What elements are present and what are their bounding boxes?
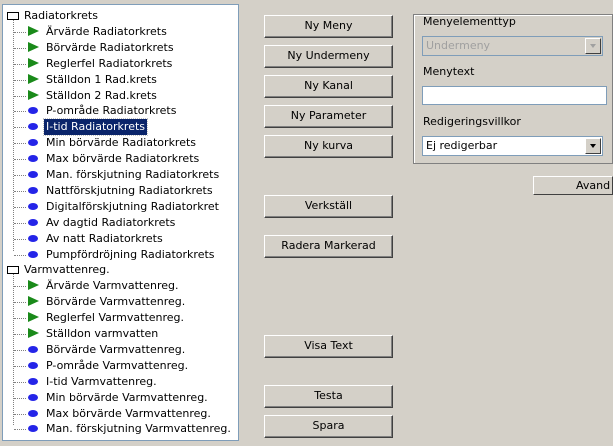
delete-selected-button[interactable]: Radera Markerad <box>264 235 393 258</box>
tree-connector-line <box>14 398 26 399</box>
tree-item-label: Ställdon varmvatten <box>46 327 159 340</box>
tree-connector-line <box>14 175 26 176</box>
menu-element-type-label: Menyelementtyp <box>423 15 516 28</box>
tree-connector-line <box>14 414 26 415</box>
parameter-dot-icon <box>28 107 38 114</box>
play-triangle-icon <box>28 90 39 100</box>
tree-connector-line <box>14 382 26 383</box>
tree-connector-line <box>14 111 26 112</box>
parameter-dot-icon <box>28 171 38 178</box>
tree-item-label: Av dagtid Radiatorkrets <box>46 215 176 229</box>
tree-item-label: Nattförskjutning Radiatorkrets <box>46 183 213 197</box>
tree-item[interactable] <box>3 183 238 199</box>
tree-connector-line <box>14 48 26 49</box>
new-curve-button[interactable]: Ny kurva <box>264 135 393 158</box>
parameter-dot-icon <box>28 410 38 417</box>
tree-item-label: Min börvärde Varmvattenreg. <box>46 390 208 404</box>
new-channel-button[interactable]: Ny Kanal <box>264 75 393 98</box>
parameter-dot-icon <box>28 251 38 258</box>
tree-item[interactable] <box>3 231 238 247</box>
tree-item-label: Max börvärde Radiatorkrets <box>46 152 200 166</box>
tree-item-label: Min börvärde Radiatorkrets <box>46 136 197 150</box>
test-button[interactable]: Testa <box>264 385 393 408</box>
tree-item[interactable] <box>3 103 238 119</box>
tree-item[interactable] <box>3 199 238 215</box>
tree-item[interactable] <box>3 56 238 72</box>
new-submenu-button[interactable]: Ny Undermeny <box>264 45 393 68</box>
tree-item-label: Ärvärde Varmvattenreg. <box>46 279 179 293</box>
folder-icon <box>7 12 19 20</box>
tree-item[interactable] <box>3 342 238 358</box>
tree-item-label: Börvärde Varmvattenreg. <box>46 295 186 309</box>
tree-item[interactable] <box>3 310 238 326</box>
tree-connector-line <box>14 366 26 367</box>
apply-user-button[interactable]: Avand <box>533 176 613 195</box>
tree-item[interactable] <box>3 421 238 437</box>
tree-item[interactable] <box>3 167 238 183</box>
tree-item-label: Man. förskjutning Radiatorkrets <box>46 168 220 181</box>
tree-item[interactable] <box>3 294 238 310</box>
tree-item-label: Man. förskjutning Varmvattenreg. <box>46 422 231 436</box>
play-triangle-icon <box>28 26 39 36</box>
save-button[interactable]: Spara <box>264 415 393 438</box>
tree-item-label: Av natt Radiatorkrets <box>46 231 163 245</box>
parameter-dot-icon <box>28 219 38 226</box>
tree-item[interactable] <box>3 40 238 56</box>
menu-tree[interactable] <box>2 4 239 441</box>
parameter-dot-icon <box>28 362 38 369</box>
tree-item[interactable] <box>3 88 238 104</box>
parameter-dot-icon <box>28 123 38 130</box>
tree-connector-line <box>14 80 26 81</box>
tree-item-label: P-område Varmvattenreg. <box>46 358 189 372</box>
parameter-dot-icon <box>28 203 38 210</box>
tree-item[interactable] <box>3 72 238 88</box>
parameter-dot-icon <box>28 139 38 146</box>
tree-item[interactable] <box>3 358 238 374</box>
tree-item-label: Ställdon 2 Rad.krets <box>46 88 157 102</box>
tree-item[interactable] <box>3 406 238 422</box>
edit-condition-value: Ej redigerbar <box>426 139 498 152</box>
chevron-down-icon[interactable] <box>585 38 601 54</box>
parameter-dot-icon <box>28 235 38 242</box>
tree-connector-line <box>14 159 26 160</box>
parameter-dot-icon <box>28 394 38 401</box>
parameter-dot-icon <box>28 378 38 385</box>
tree-item[interactable] <box>3 247 238 263</box>
play-triangle-icon <box>28 296 39 306</box>
tree-connector-line <box>14 191 26 192</box>
apply-button[interactable]: Verkställ <box>264 195 393 218</box>
tree-connector-line <box>14 318 26 319</box>
tree-group[interactable] <box>3 8 238 24</box>
tree-item-label: Digitalförskjutning Radiatorkret <box>46 199 219 213</box>
new-parameter-button[interactable]: Ny Parameter <box>264 105 393 128</box>
tree-connector-line <box>14 223 26 224</box>
tree-connector-line <box>14 286 26 287</box>
tree-item-label: P-område Radiatorkrets <box>46 104 177 118</box>
tree-connector-line <box>14 207 26 208</box>
menu-text-label: Menytext <box>423 65 475 78</box>
tree-item-label: Reglerfel Varmvattenreg. <box>46 311 185 325</box>
play-triangle-icon <box>28 42 39 52</box>
play-triangle-icon <box>28 74 39 84</box>
tree-item[interactable] <box>3 390 238 406</box>
edit-condition-select[interactable] <box>422 136 603 156</box>
tree-connector-line <box>14 143 26 144</box>
parameter-dot-icon <box>28 346 38 353</box>
parameter-dot-icon <box>28 187 38 194</box>
tree-item-label: Börvärde Radiatorkrets <box>46 40 174 54</box>
tree-item[interactable] <box>3 278 238 294</box>
new-menu-button[interactable]: Ny Meny <box>264 15 393 38</box>
edit-condition-label: Redigeringsvillkor <box>423 115 521 128</box>
tree-item-label: Max börvärde Varmvattenreg. <box>46 406 211 420</box>
tree-item[interactable] <box>3 215 238 231</box>
tree-connector-line <box>14 96 26 97</box>
tree-group-label: Varmvattenreg. <box>24 263 110 277</box>
tree-item[interactable] <box>3 151 238 167</box>
tree-item[interactable] <box>3 135 238 151</box>
chevron-down-icon[interactable] <box>585 138 601 154</box>
tree-item-label: Ärvärde Radiatorkrets <box>46 24 167 38</box>
tree-item[interactable] <box>3 119 238 135</box>
tree-connector-line <box>14 350 26 351</box>
tree-connector-line <box>14 127 26 128</box>
tree-item-label: Ställdon 1 Rad.krets <box>46 72 157 86</box>
show-text-button[interactable]: Visa Text <box>264 335 393 358</box>
tree-connector-line <box>14 255 26 256</box>
tree-item[interactable] <box>3 24 238 40</box>
tree-item-label: Börvärde Varmvattenreg. <box>46 342 186 356</box>
tree-connector-line <box>14 429 26 430</box>
tree-item-label: Pumpfördröjning Radiatorkrets <box>46 247 215 261</box>
tree-group[interactable] <box>3 262 238 278</box>
tree-connector-line <box>14 302 26 303</box>
tree-item-label: Reglerfel Radiatorkrets <box>46 56 173 70</box>
tree-item-label: I-tid Varmvattenreg. <box>46 374 157 388</box>
menu-element-type-select[interactable] <box>422 36 603 56</box>
menu-text-input[interactable] <box>422 86 607 105</box>
tree-item-label: I-tid Radiatorkrets <box>46 120 146 134</box>
tree-connector-line <box>14 32 26 33</box>
tree-connector-line <box>14 64 26 65</box>
folder-icon <box>7 266 19 274</box>
tree-connector-line <box>14 239 26 240</box>
play-triangle-icon <box>28 328 39 338</box>
play-triangle-icon <box>28 312 39 322</box>
tree-group-label: Radiatorkrets <box>24 9 98 22</box>
menu-element-type-value: Undermeny <box>426 39 491 52</box>
tree-item[interactable] <box>3 374 238 390</box>
tree-connector-line <box>14 334 26 335</box>
play-triangle-icon <box>28 280 39 290</box>
play-triangle-icon <box>28 58 39 68</box>
parameter-dot-icon <box>28 155 38 162</box>
parameter-dot-icon <box>28 425 38 432</box>
tree-item[interactable] <box>3 326 238 342</box>
